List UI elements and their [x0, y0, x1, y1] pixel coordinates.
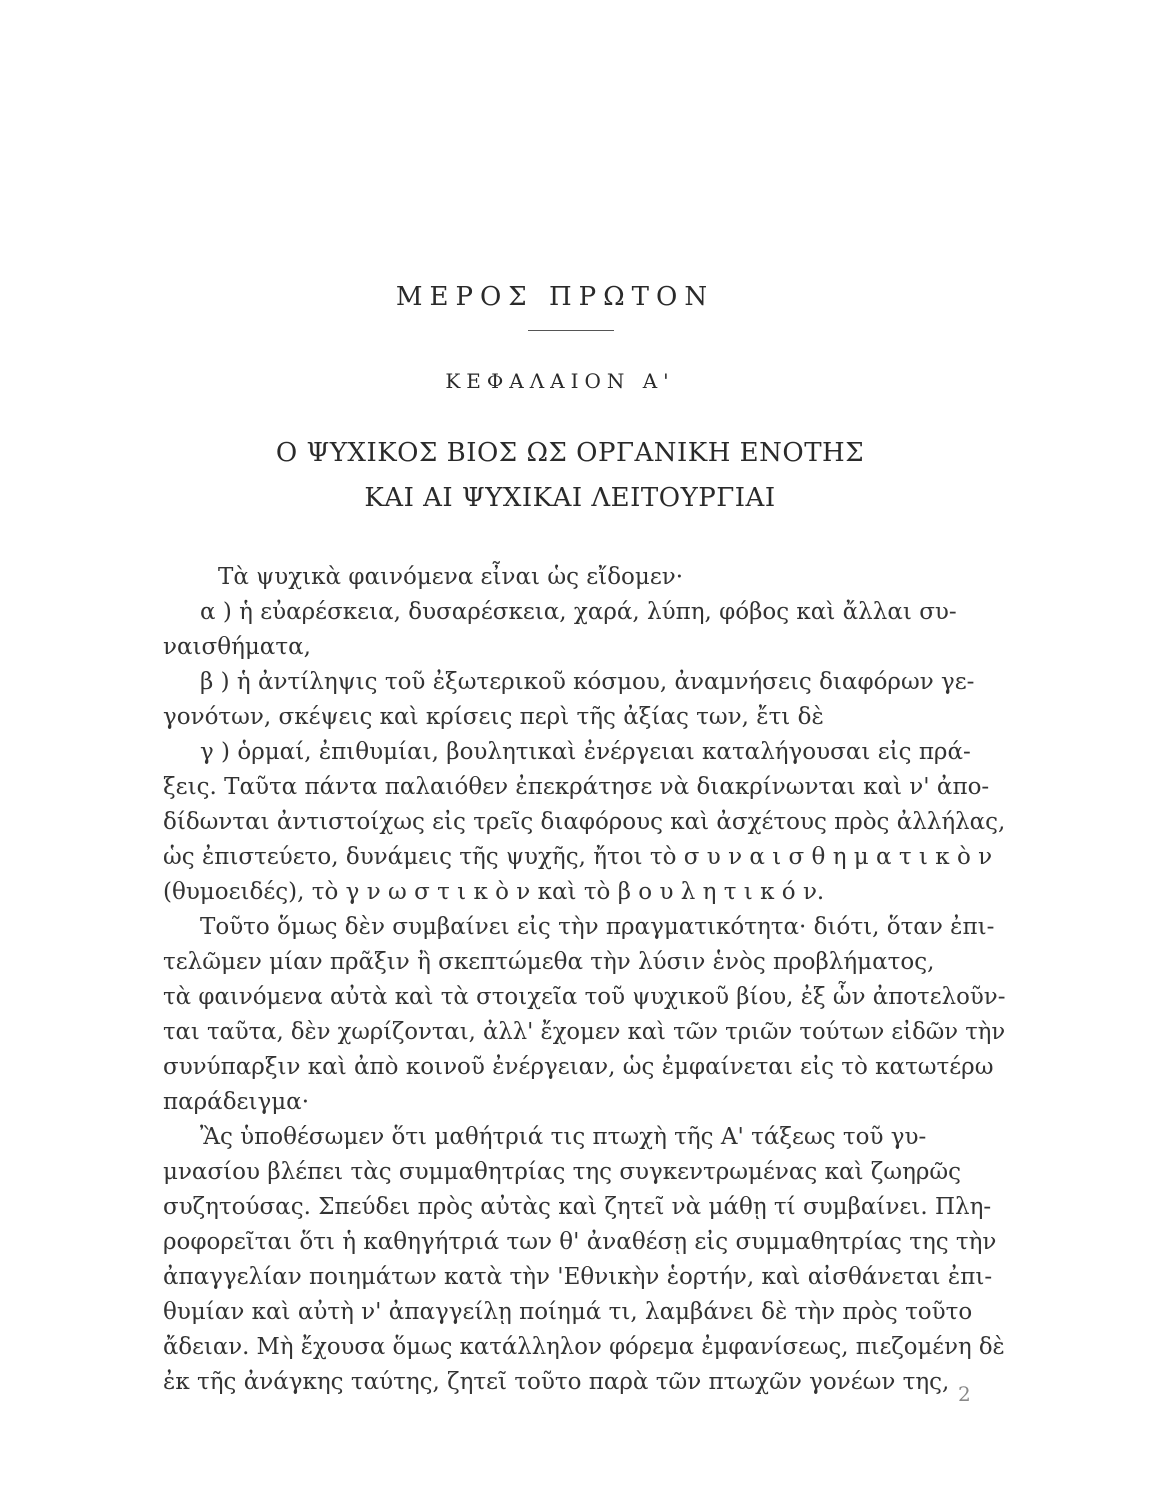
body-line: γονότων, σκέψεις καὶ κρίσεις περὶ τῆς ἀξίας των, ἔτι δὲ: [163, 704, 824, 730]
body-line: Τὰ ψυχικὰ φαινόμενα εἶναι ὡς εἴδομεν·: [218, 564, 684, 590]
body-line: ἐκ τῆς ἀνάγκης ταύτης, ζητεῖ τοῦτο παρὰ τῶν πτωχῶν γονέων της,: [163, 1369, 950, 1395]
body-line: παράδειγμα·: [163, 1089, 310, 1115]
body-line: ναισθήματα,: [163, 634, 311, 660]
body-line: ὡς ἐπιστεύετο, δυνάμεις τῆς ψυχῆς, ἤτοι τὸ σ υ ν α ι σ θ η μ α τ ι κ ὸ ν: [163, 844, 993, 870]
body-line: Ἂς ὑποθέσωμεν ὅτι μαθήτριά τις πτωχὴ τῆς Α' τάξεως τοῦ γυ-: [200, 1124, 927, 1150]
body-line: δίδωνται ἀντιστοίχως εἰς τρεῖς διαφόρους καὶ ἀσχέτους πρὸς ἀλλήλας,: [163, 809, 1006, 835]
body-line: συνύπαρξιν καὶ ἀπὸ κοινοῦ ἐνέργειαν, ὡς ἐμφαίνεται εἰς τὸ κατωτέρω: [163, 1054, 994, 1080]
body-line: (θυμοειδές), τὸ γ ν ω σ τ ι κ ὸ ν καὶ τὸ β ο υ λ η τ ι κ ό ν.: [163, 879, 825, 905]
body-line: γ ) ὁρμαί, ἐπιθυμίαι, βουλητικαὶ ἐνέργειαι καταλήγουσαι εἰς πρά-: [200, 739, 971, 765]
body-line: συζητούσας. Σπεύδει πρὸς αὐτὰς καὶ ζητεῖ νὰ μάθῃ τί συμβαίνει. Πλη-: [163, 1194, 992, 1220]
body-line: β ) ἡ ἀντίληψις τοῦ ἐξωτερικοῦ κόσμου, ἀναμνήσεις διαφόρων γε-: [200, 669, 975, 695]
body-line: ροφορεῖται ὅτι ἡ καθηγήτριά των θ' ἀναθέσῃ εἰς συμμαθητρίας της τὴν: [163, 1229, 997, 1255]
chapter-heading-line-1: Ο ΨΥΧΙΚΟΣ ΒΙΟΣ ΩΣ ΟΡΓΑΝΙΚΗ ΕΝΟΤΗΣ: [275, 438, 865, 468]
body-line: Τοῦτο ὅμως δὲν συμβαίνει εἰς τὴν πραγματικότητα· διότι, ὅταν ἐπι-: [200, 914, 995, 940]
chapter-heading-line-2: ΚΑΙ ΑΙ ΨΥΧΙΚΑΙ ΛΕΙΤΟΥΡΓΙΑΙ: [364, 483, 776, 513]
title-divider: [528, 330, 614, 331]
body-line: ξεις. Ταῦτα πάντα παλαιόθεν ἐπεκράτησε νὰ διακρίνωνται καὶ ν' ἀπο-: [163, 774, 990, 800]
page-number: 2: [958, 1382, 971, 1406]
body-line: α ) ἡ εὐαρέσκεια, δυσαρέσκεια, χαρά, λύπη, φόβος καὶ ἄλλαι συ-: [200, 599, 957, 625]
body-line: θυμίαν καὶ αὐτὴ ν' ἀπαγγείλῃ ποίημά τι, λαμβάνει δὲ τὴν πρὸς τοῦτο: [163, 1299, 973, 1325]
body-line: ἀπαγγελίαν ποιημάτων κατὰ τὴν 'Εθνικὴν ἑορτήν, καὶ αἰσθάνεται ἐπι-: [163, 1264, 993, 1290]
body-line: τὰ φαινόμενα αὐτὰ καὶ τὰ στοιχεῖα τοῦ ψυχικοῦ βίου, ἐξ ὧν ἀποτελοῦν-: [163, 984, 1006, 1010]
body-line: ἄδειαν. Μὴ ἔχουσα ὅμως κατάλληλον φόρεμα ἐμφανίσεως, πιεζομένη δὲ: [163, 1334, 1005, 1360]
chapter-title: ΚΕΦΑΛΑΙΟΝ Α': [445, 369, 675, 393]
part-title: ΜΕΡΟΣ ΠΡΩΤΟΝ: [395, 282, 715, 312]
body-line: μνασίου βλέπει τὰς συμμαθητρίας της συγκεντρωμένας καὶ ζωηρῶς: [163, 1159, 962, 1185]
body-line: τελῶμεν μίαν πρᾶξιν ἢ σκεπτώμεθα τὴν λύσιν ἑνὸς προβλήματος,: [163, 949, 935, 975]
body-line: ται ταῦτα, δὲν χωρίζονται, ἀλλ' ἔχομεν καὶ τῶν τριῶν τούτων εἰδῶν τὴν: [163, 1019, 1006, 1045]
